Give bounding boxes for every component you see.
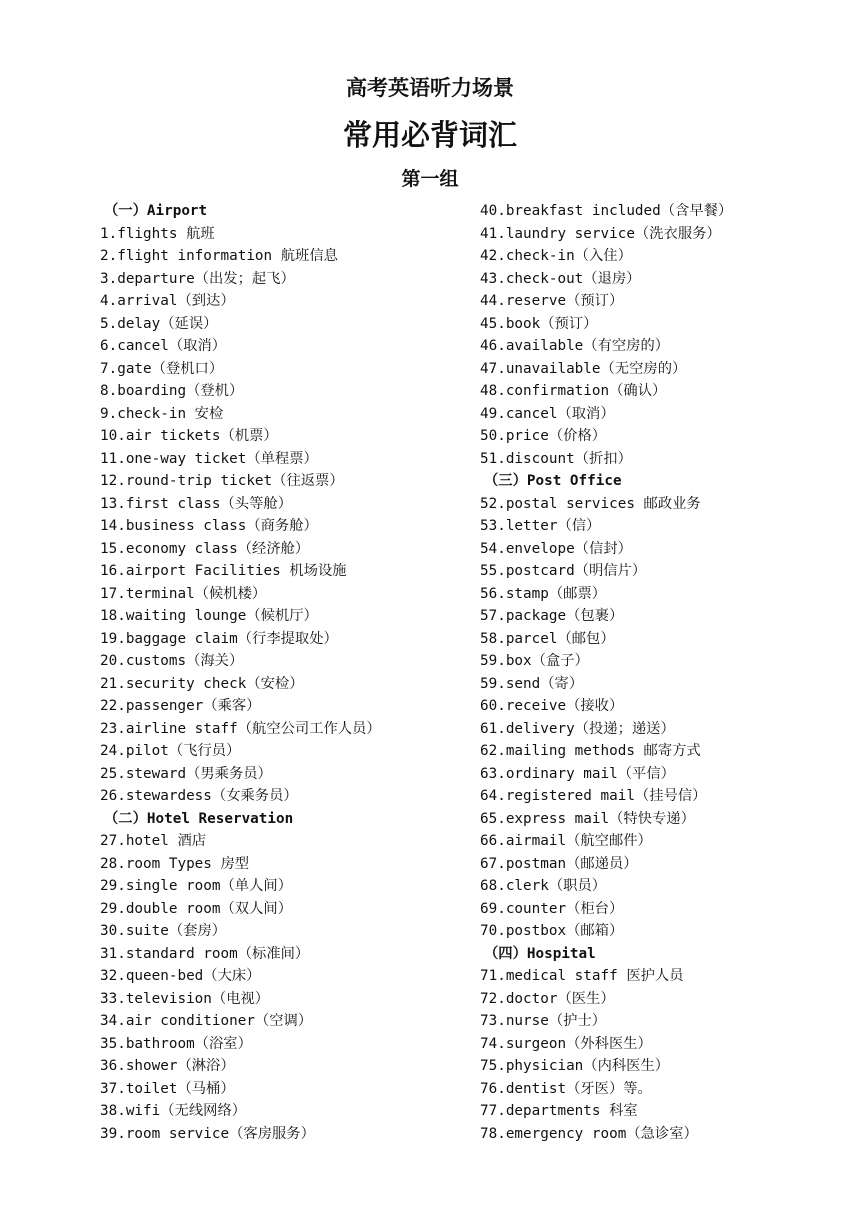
vocabulary-item: 68.clerk（职员） [480,878,607,894]
section-heading: （四）Hospital [484,945,596,962]
section-heading: （二）Hotel Reservation [104,810,294,827]
vocabulary-item: 75.physician（内科医生） [480,1058,670,1074]
vocabulary-item: 52.postal services 邮政业务 [480,495,701,512]
vocabulary-item: 4.arrival（到达） [100,293,235,309]
vocabulary-item: 7.gate（登机口） [100,360,224,377]
vocabulary-item: 72.doctor（医生） [480,990,615,1007]
vocabulary-item: 40.breakfast included（含早餐） [480,203,733,219]
vocabulary-item: 15.economy class（经济舱） [100,540,310,557]
section-heading: （一）Airport [104,203,208,219]
vocabulary-item: 42.check-in（入住） [480,248,632,264]
vocabulary-item: 13.first class（头等舱） [100,495,292,512]
vocabulary-item: 56.stamp（邮票） [480,585,607,602]
vocabulary-item: 47.unavailable（无空房的） [480,360,687,377]
vocabulary-column-right [480,200,860,1145]
vocabulary-item: 1.flights 航班 [100,225,215,242]
vocabulary-item: 59.box（盒子） [480,653,589,669]
vocabulary-item: 41.laundry service（洗衣服务） [480,225,721,242]
vocabulary-item: 45.book（预订） [480,315,598,332]
vocabulary-item: 78.emergency room（急诊室） [480,1125,698,1142]
vocabulary-item: 12.round-trip ticket（往返票） [100,473,344,489]
vocabulary-item: 63.ordinary mail（平信） [480,765,675,782]
vocabulary-item: 21.security check（安检） [100,675,304,692]
vocabulary-item: 5.delay（延误） [100,315,218,332]
vocabulary-item: 19.baggage claim（行李提取处） [100,630,338,647]
vocabulary-item: 34.air conditioner（空调） [100,1013,313,1029]
vocabulary-item: 27.hotel 酒店 [100,833,207,849]
vocabulary-item: 3.departure（出发；起飞） [100,270,295,287]
vocabulary-item: 2.flight information 航班信息 [100,248,338,264]
vocabulary-item: 33.television（电视） [100,990,270,1007]
vocabulary-item: 66.airmail（航空邮件） [480,833,652,849]
vocabulary-item: 53.letter（信） [480,518,601,534]
vocabulary-item: 58.parcel（邮包） [480,630,615,647]
vocabulary-item: 61.delivery（投递；递送） [480,720,675,737]
vocabulary-item: 60.receive（接收） [480,698,624,714]
vocabulary-column-left [100,200,480,1145]
vocabulary-item: 67.postman（邮递员） [480,855,638,872]
vocabulary-item: 74.surgeon（外科医生） [480,1035,652,1052]
vocabulary-item: 71.medical staff 医护人员 [480,968,684,984]
vocabulary-item: 31.standard room（标准间） [100,945,310,962]
vocabulary-item: 8.boarding（登机） [100,383,244,399]
vocabulary-item: 64.registered mail（挂号信） [480,788,707,804]
vocabulary-item: 26.stewardess（女乘务员） [100,788,298,804]
vocabulary-item: 6.cancel（取消） [100,338,227,354]
vocabulary-item: 39.room service（客房服务） [100,1125,315,1142]
vocabulary-item: 76.dentist（牙医）等。 [480,1080,652,1097]
vocabulary-item: 50.price（价格） [480,428,607,444]
vocabulary-item: 28.room Types 房型 [100,855,250,872]
vocabulary-item: 73.nurse（护士） [480,1013,607,1029]
vocabulary-item: 29.single room（单人间） [100,878,292,894]
vocabulary-item: 77.departments 科室 [480,1103,638,1119]
vocabulary-item: 54.envelope（信封） [480,540,632,557]
vocabulary-item: 51.discount（折扣） [480,450,632,467]
vocabulary-item: 24.pilot（飞行员） [100,743,241,759]
vocabulary-item: 49.cancel（取消） [480,405,615,422]
vocabulary-item: 36.shower（淋浴） [100,1058,235,1074]
vocabulary-item: 32.queen-bed（大床） [100,968,261,984]
vocabulary-item: 11.one-way ticket（单程票） [100,450,318,467]
vocabulary-item: 69.counter（柜台） [480,900,624,917]
vocabulary-item: 65.express mail（特快专递） [480,810,695,827]
vocabulary-item: 43.check-out（退房） [480,270,641,287]
vocabulary-item: 9.check-in 安检 [100,405,224,422]
vocabulary-item: 70.postbox（邮箱） [480,923,624,939]
vocabulary-item: 10.air tickets（机票） [100,428,278,444]
vocabulary-item: 44.reserve（预订） [480,293,624,309]
vocabulary-item: 57.package（包裹） [480,608,624,624]
vocabulary-item: 48.confirmation（确认） [480,383,667,399]
vocabulary-item: 37.toilet（马桶） [100,1080,235,1097]
vocabulary-item: 22.passenger（乘客） [100,698,261,714]
section-heading: （三）Post Office [484,473,622,489]
vocabulary-item: 35.bathroom（浴室） [100,1035,252,1052]
vocabulary-item: 20.customs（海关） [100,653,244,669]
vocabulary-item: 25.steward（男乘务员） [100,765,272,782]
vocabulary-item: 29.double room（双人间） [100,900,292,917]
document-title: 高考英语听力场景 [346,76,514,100]
vocabulary-item: 30.suite（套房） [100,923,227,939]
vocabulary-item: 62.mailing methods 邮寄方式 [480,743,701,759]
vocabulary-item: 18.waiting lounge（候机厅） [100,608,318,624]
document-main-title: 常用必背词汇 [342,118,517,152]
vocabulary-item: 14.business class（商务舱） [100,518,318,534]
group-subtitle: 第一组 [401,168,459,190]
vocabulary-item: 17.terminal（候机楼） [100,585,267,602]
vocabulary-item: 55.postcard（明信片） [480,563,647,579]
vocabulary-item: 59.send（寄） [480,675,584,692]
vocabulary-item: 46.available（有空房的） [480,338,670,354]
vocabulary-item: 23.airline staff（航空公司工作人员） [100,720,381,737]
vocabulary-item: 38.wifi（无线网络） [100,1103,247,1119]
vocabulary-item: 16.airport Facilities 机场设施 [100,563,347,579]
